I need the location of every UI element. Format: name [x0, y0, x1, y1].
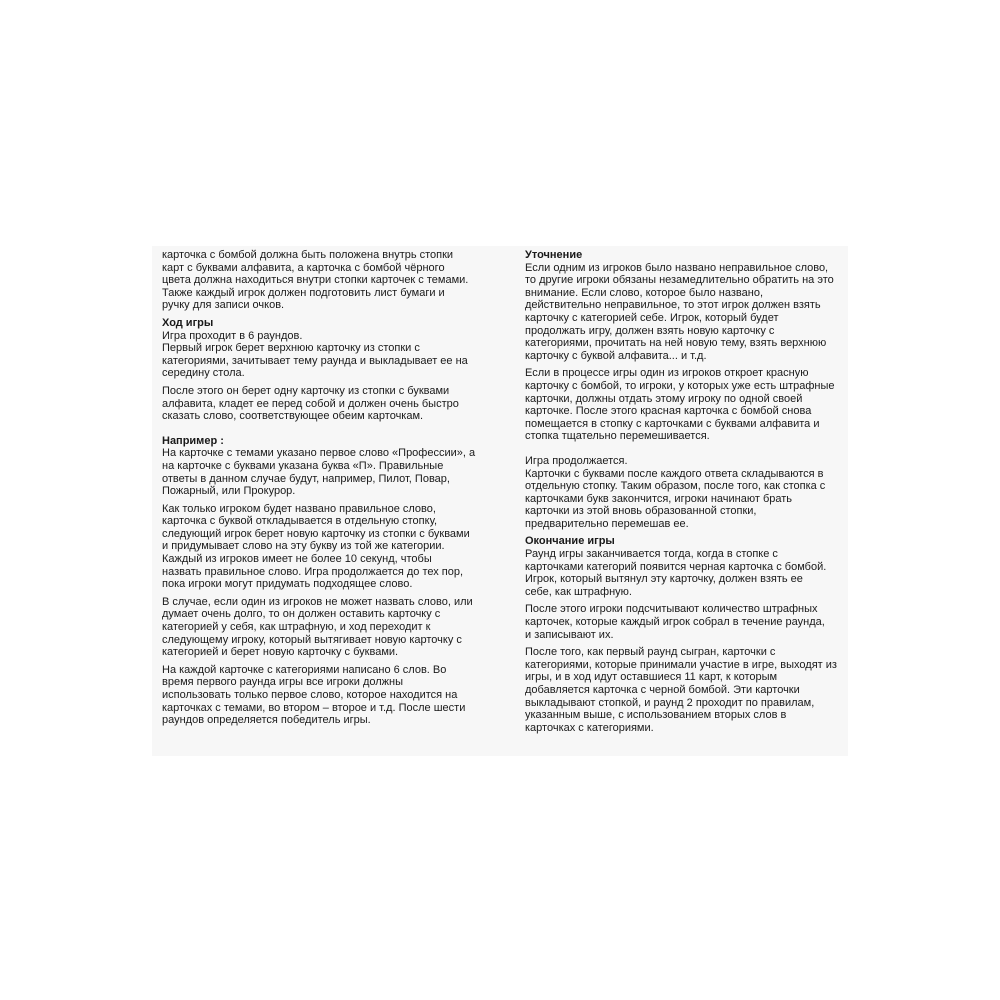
text-line: карт с буквами алфавита, а карточка с бомбой чёрного — [162, 261, 445, 274]
text-line: карточку с буквой алфавита... и т.д. — [525, 349, 707, 362]
intro-paragraph — [162, 249, 478, 312]
text-line: думает очень долго, то он должен оставить карточку с — [162, 608, 441, 621]
text-line: На каждой карточке с категориями написано 6 слов. Во — [162, 663, 447, 676]
left-column — [162, 249, 478, 727]
text-line: следующий игрок берет новую карточку из стопки с буквами — [162, 527, 470, 540]
text-line: добавляется карточка с черной бомбой. Эти карточки — [525, 684, 800, 696]
text-line: карточки, должны отдать этому игроку по одной своей — [525, 392, 803, 405]
text-line: ответы в данном случае будут, например, Пилот, Повар, — [162, 472, 450, 485]
example-paragraph-2 — [162, 503, 478, 591]
text-line: категориями, зачитывает тему раунда и выкладывает ее на — [162, 354, 468, 367]
text-line: карточка с буквой откладывается в отдельную стопку, — [162, 515, 438, 528]
text-line: и придумывает слово на эту букву из той же категории. — [162, 540, 445, 553]
text-line: отдельную стопку. Таким образом, после того, как стопка с — [525, 480, 826, 493]
gameplay-paragraph-1 — [162, 330, 478, 380]
text-line: категорией у себя, как штрафную, и ход переходит к — [162, 621, 431, 634]
text-line: После этого он берет одну карточку из стопки с буквами — [162, 384, 450, 397]
text-line: указанным выше, с использованием вторых слов в — [525, 709, 787, 722]
text-line: Также каждый игрок должен подготовить лист бумаги и — [162, 286, 445, 299]
text-line: Игра продолжается. — [525, 454, 628, 467]
text-line: карточка с бомбой должна быть положена внутрь стопки — [162, 249, 454, 261]
text-line: то другие игроки обязаны незамедлительно обратить на это — [525, 274, 834, 287]
text-line: Каждый из игроков имеет не более 10 секунд, чтобы — [162, 553, 432, 566]
text-line: предварительно перемешав ее. — [525, 517, 689, 530]
example-paragraph-4 — [162, 664, 478, 727]
text-line: алфавита, кладет ее перед собой и должен очень быстро — [162, 397, 459, 410]
text-line: выкладывают стопкой, и раунд 2 проходит по правилам, — [525, 696, 815, 709]
text-line: использовать только первое слово, которое находится на — [162, 689, 458, 701]
text-line: карточками букв закончится, игроки начинают брать — [525, 492, 793, 505]
text-line: После этого игроки подсчитывают количество штрафных — [525, 603, 818, 616]
text-line: действительно неправильное, то этот игрок должен взять — [525, 299, 821, 312]
text-line: Если одним из игроков было названо неправильное слово, — [525, 261, 829, 274]
text-line: карточках с темами, во втором – второе и т.д. После шести — [162, 701, 466, 714]
text-line: сказать слово, соответствующее обеим карточкам. — [162, 410, 424, 423]
text-line: карточке. После этого красная карточка с бомбой снова — [525, 405, 812, 418]
text-line: пока игроки могут придумать подходящее слово. — [162, 578, 413, 591]
text-line: После того, как первый раунд сыгран, карточки с — [525, 646, 776, 659]
text-line: Игрок, который вытянул эту карточку, должен взять ее — [525, 573, 803, 586]
text-line: раундов определяется победитель игры. — [162, 714, 371, 727]
text-line: продолжать игру, должен взять новую карточку с — [525, 324, 775, 337]
text-line: время первого раунда игры все игроки должны — [162, 676, 403, 689]
text-line: Как только игроком будет названо правильное слово, — [162, 502, 436, 515]
text-line: середину стола. — [162, 367, 245, 380]
ending-heading: Окончание игры — [525, 535, 615, 548]
text-line: карточках с категориями. — [525, 721, 654, 734]
text-line: игры, и в ход идут оставшиеся 11 карт, к которым — [525, 671, 778, 684]
text-line: следующему игроку, который вытягивает новую карточку с — [162, 633, 462, 646]
text-line: На карточке с темами указано первое слово «Профессии», а — [162, 447, 476, 460]
example-paragraph-1 — [162, 447, 478, 497]
text-line: Игра проходит в 6 раундов. — [162, 329, 303, 342]
text-line: категориями, которые принимали участие в игре, выходят из — [525, 658, 837, 671]
ending-paragraph-1 — [525, 548, 843, 598]
text-line: внимание. Если слово, которое было названо, — [525, 286, 764, 299]
ending-paragraph-3 — [525, 646, 843, 734]
example-heading: Например : — [162, 434, 224, 447]
text-line: Если в процессе игры один из игроков откроет красную — [525, 367, 809, 380]
text-line: карточку с бомбой, то игроки, у которых уже есть штрафные — [525, 379, 835, 392]
text-line: себе, как штрафную. — [525, 585, 632, 598]
text-line: на карточке с буквами указана буква «П». Правильные — [162, 459, 444, 472]
clarification-paragraph-2 — [525, 367, 843, 443]
text-line: Пожарный, или Прокурор. — [162, 485, 296, 498]
text-line: помещается в стопку с карточками с буквами алфавита и — [525, 417, 820, 430]
text-line: цвета должна находиться внутри стопки карточек с темами. — [162, 274, 469, 287]
text-line: Раунд игры заканчивается тогда, когда в стопке с — [525, 548, 778, 561]
text-line: карточки из этой вновь образованной стопки, — [525, 505, 757, 518]
right-column — [525, 249, 843, 734]
clarification-heading: Уточнение — [525, 249, 583, 261]
text-line: стопка тщательно перемешивается. — [525, 430, 710, 443]
text-line: Карточки с буквами после каждого ответа складываются в — [525, 467, 824, 480]
text-line: и записывают их. — [525, 628, 614, 641]
text-line: категорией и берет новую карточку с буквами. — [162, 646, 399, 659]
gameplay-heading: Ход игры — [162, 316, 214, 329]
text-line: ручку для записи очков. — [162, 299, 285, 312]
text-line: В случае, если один из игроков не может назвать слово, или — [162, 595, 473, 608]
text-line: категориями, прочитать на ней новую тему, взять верхнюю — [525, 337, 827, 350]
text-line: карточку с категорией себе. Игрок, который будет — [525, 311, 779, 324]
clarification-paragraph-1 — [525, 262, 843, 363]
text-line: назвать правильное слово. Игра продолжается до тех пор, — [162, 565, 464, 578]
gameplay-paragraph-2 — [162, 385, 478, 423]
text-line: Первый игрок берет верхнюю карточку из стопки с — [162, 342, 420, 355]
text-line: карточками категорий появится черная карточка с бомбой. — [525, 560, 827, 573]
ending-paragraph-2 — [525, 603, 843, 641]
text-line: карточек, которые каждый игрок собрал в течение раунда, — [525, 616, 825, 629]
example-paragraph-3 — [162, 596, 478, 659]
clarification-paragraph-3 — [525, 455, 843, 531]
